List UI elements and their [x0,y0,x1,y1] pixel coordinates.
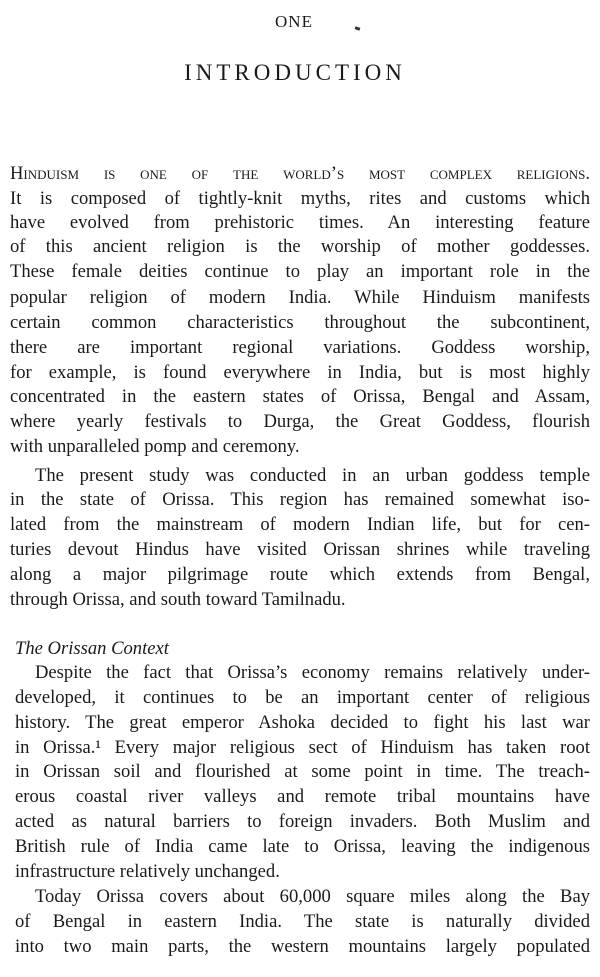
text-line: along a major pilgrimage route which extends from Bengal, [10,564,590,585]
text-line: where yearly festivals to Durga, the Great Goddess, flourish [10,411,590,432]
chapter-label: ONE [275,12,313,31]
text-line: infrastructure relatively unchanged. [15,861,280,882]
text-line: Hinduism is one of the world’s most complex religions. [10,163,590,184]
text-line: concentrated in the eastern states of Orissa, Bengal and Assam, [10,386,590,407]
text-line: British rule of India came late to Orissa, leaving the indigenous [15,836,590,857]
chapter-title: INTRODUCTION [184,60,406,85]
text-line: in the state of Orissa. This region has remained somewhat iso- [10,489,590,510]
text-line: erous coastal river valleys and remote tribal mountains have [15,786,590,807]
text-line: of Bengal in eastern India. The state is naturally divided [15,911,590,932]
text-line: into two main parts, the western mountains largely populated [15,936,590,957]
text-line: These female deities continue to play an important role in the [10,261,590,282]
text-line: Today Orissa covers about 60,000 square miles along the Bay [35,886,590,907]
text-line: in Orissa.¹ Every major religious sect of Hinduism has taken root [15,737,590,758]
text-line: with unparalleled pomp and ceremony. [10,436,300,457]
text-line: lated from the mainstream of modern Indian life, but for cen- [10,514,590,535]
text-line: It is composed of tightly-knit myths, rites and customs which [10,188,590,209]
text-line: Despite the fact that Orissa’s economy remains relatively under- [35,662,590,683]
text-line: for example, is found everywhere in India, but is most highly [10,362,590,383]
text-line: have evolved from prehistoric times. An interesting feature [10,212,590,233]
text-line: of this ancient religion is the worship of mother goddesses. [10,236,590,257]
text-line: developed, it continues to be an important center of religious [15,687,590,708]
text-line: history. The great emperor Ashoka decided to fight his last war [15,712,590,733]
text-line: there are important regional variations. Goddess worship, [10,337,590,358]
text-line: through Orissa, and south toward Tamilnadu. [10,589,346,610]
text-line: turies devout Hindus have visited Orissan shrines while traveling [10,539,590,560]
text-line: The present study was conducted in an urban goddess temple [35,465,590,486]
text-line: popular religion of modern India. While Hinduism manifests [10,287,590,308]
text-line: acted as natural barriers to foreign invaders. Both Muslim and [15,811,590,832]
text-line: in Orissan soil and flourished at some point in time. The treach- [15,761,590,782]
section-heading: The Orissan Context [15,638,169,659]
text-line: certain common characteristics throughout the subcontinent, [10,312,590,333]
